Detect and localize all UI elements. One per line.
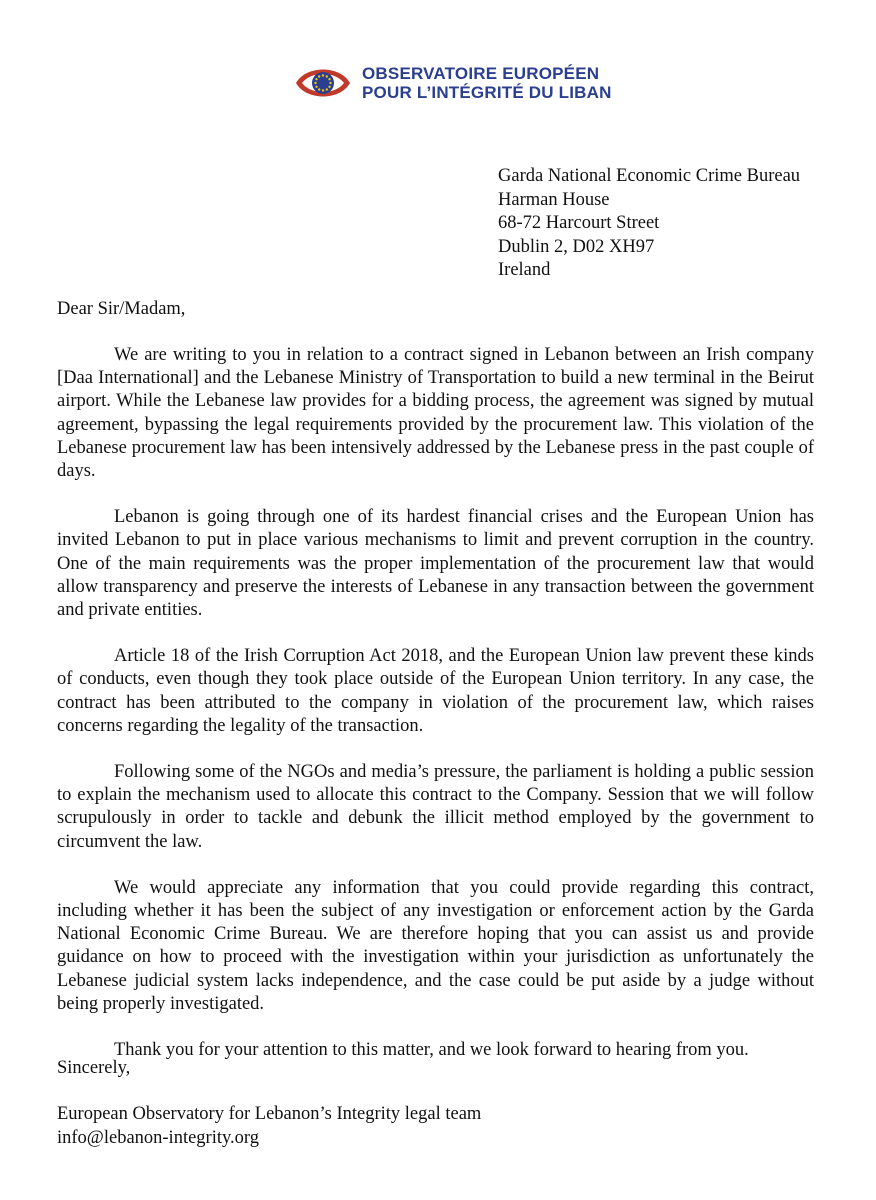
- body-paragraph: Following some of the NGOs and media’s pressure, the parliament is holding a public session to explain the mechanism used to allocate this contract to the Company. Session that we will follow scrupulously in order to tackle and debunk the illicit method employed by the government to circumvent the law.: [57, 762, 814, 852]
- recipient-address: [498, 165, 800, 283]
- closing: Sincerely,: [57, 1058, 131, 1078]
- body-paragraph: We are writing to you in relation to a contract signed in Lebanon between an Irish company [Daa International] and the Lebanese Ministry of Transportation to build a new terminal in the Beirut airport. While the Lebanese law provides for a bidding process, the agreement was signed by mutual agreement, bypassing the legal requirements provided by the procurement law. This violation of the Lebanese procurement law has been intensively addressed by the Lebanese press in the past couple of days.: [57, 345, 814, 482]
- organization-name-line2: POUR L’INTÉGRITÉ DU LIBAN: [362, 83, 612, 102]
- salutation: Dear Sir/Madam,: [57, 299, 186, 319]
- body-paragraph: Thank you for your attention to this matter, and we look forward to hearing from you.: [114, 1040, 749, 1061]
- signature-email: info@lebanon-integrity.org: [57, 1127, 259, 1148]
- recipient-line: Dublin 2, D02 XH97: [498, 236, 655, 257]
- recipient-line: 68-72 Harcourt Street: [498, 213, 660, 233]
- signature-block: [57, 1103, 481, 1150]
- body-paragraph: Article 18 of the Irish Corruption Act 2018, and the European Union law prevent these kinds of conducts, even though they took place outside of the European Union territory. In any case, the contract has been attributed to the company in violation of the procurement law, which raises concerns regarding the legality of the transaction.: [57, 646, 814, 736]
- organization-name-line1: OBSERVATOIRE EUROPÉEN: [362, 64, 600, 83]
- eye-emblem-icon: [294, 61, 352, 105]
- body-paragraph: We would appreciate any information that you could provide regarding this contract, including whether it has been the subject of any investigation or enforcement action by the Garda National Economic Crime Bureau. We are therefore hoping that you can assist us and provide guidance on how to proceed with the investigation within your jurisdiction as unfortunately the Lebanese judicial system lacks independence, and the case could be put aside by a judge without being properly investigated.: [57, 877, 814, 1014]
- body-paragraph: Lebanon is going through one of its hardest financial crises and the European Union has invited Lebanon to put in place various mechanisms to limit and prevent corruption in the country. One of the main requirements was the proper implementation of the procurement law that would allow transparency and preserve the interests of Lebanese in any transaction between the government and private entities.: [57, 507, 814, 621]
- recipient-line: Garda National Economic Crime Bureau: [498, 166, 801, 186]
- recipient-line: Ireland: [498, 260, 551, 280]
- letter-body: [57, 344, 814, 1085]
- recipient-line: Harman House: [498, 189, 610, 210]
- signature-line: European Observatory for Lebanon’s Integrity legal team: [57, 1104, 482, 1124]
- organization-name: [362, 64, 612, 102]
- letterhead: [294, 58, 612, 108]
